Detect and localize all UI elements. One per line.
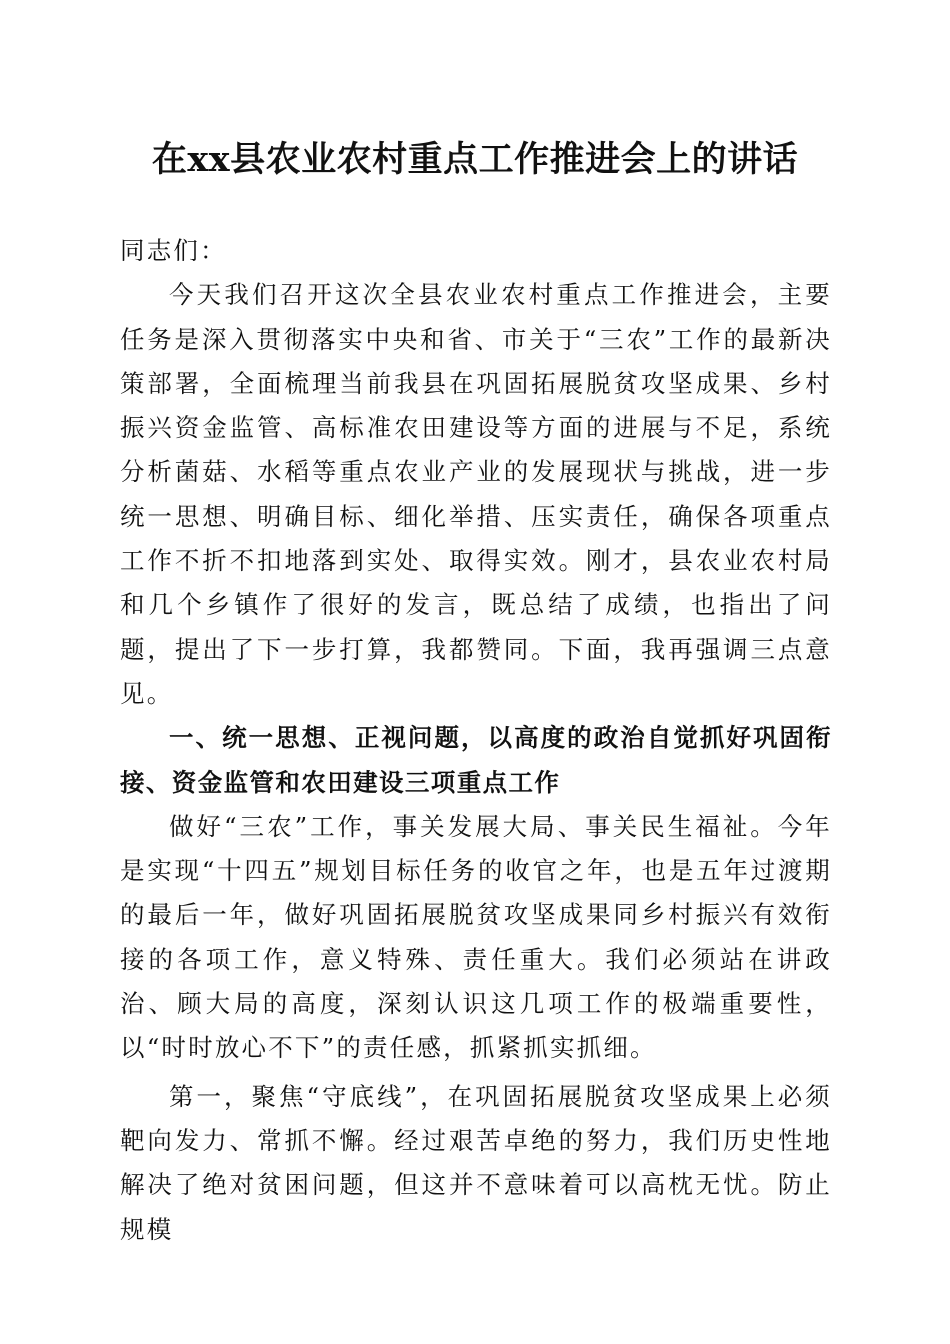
page-title: 在xx县农业农村重点工作推进会上的讲话 bbox=[151, 139, 799, 180]
section-heading-1: 一、统一思想、正视问题，以高度的政治自觉抓好巩固衔接、资金监管和农田建设三项重点工作 bbox=[120, 723, 832, 797]
document-body bbox=[120, 229, 832, 1252]
salutation: 同志们： bbox=[120, 236, 227, 265]
paragraph-section-1: 做好“三农”工作，事关发展大局、事关民生福祉。今年是实现“十四五”规划目标任务的收官之年，也是五年过渡期的最后一年，做好巩固拓展脱贫攻坚成果同乡村振兴有效衔接的各项工作，意义特殊、责任重大。我们必须站在讲政治、顾大局的高度，深刻认识这几项工作的极端重要性，以“时时放心不下”的责任感，抓紧抓实抓细。 bbox=[120, 811, 832, 1063]
paragraph-point-1: 第一，聚焦“守底线”，在巩固拓展脱贫攻坚成果上必须靶向发力、常抓不懈。经过艰苦卓绝的努力，我们历史性地解决了绝对贫困问题，但这并不意味着可以高枕无忧。防止规模 bbox=[120, 1081, 832, 1244]
paragraph-intro: 今天我们召开这次全县农业农村重点工作推进会，主要任务是深入贯彻落实中央和省、市关于“三农”工作的最新决策部署，全面梳理当前我县在巩固拓展脱贫攻坚成果、乡村振兴资金监管、高标准农田建设等方面的进展与不足，系统分析菌菇、水稻等重点农业产业的发展现状与挑战，进一步统一思想、明确目标、细化举措、压实责任，确保各项重点工作不折不扣地落到实处、取得实效。刚才，县农业农村局和几个乡镇作了很好的发言，既总结了成绩，也指出了问题，提出了下一步打算，我都赞同。下面，我再强调三点意见。 bbox=[120, 280, 832, 708]
